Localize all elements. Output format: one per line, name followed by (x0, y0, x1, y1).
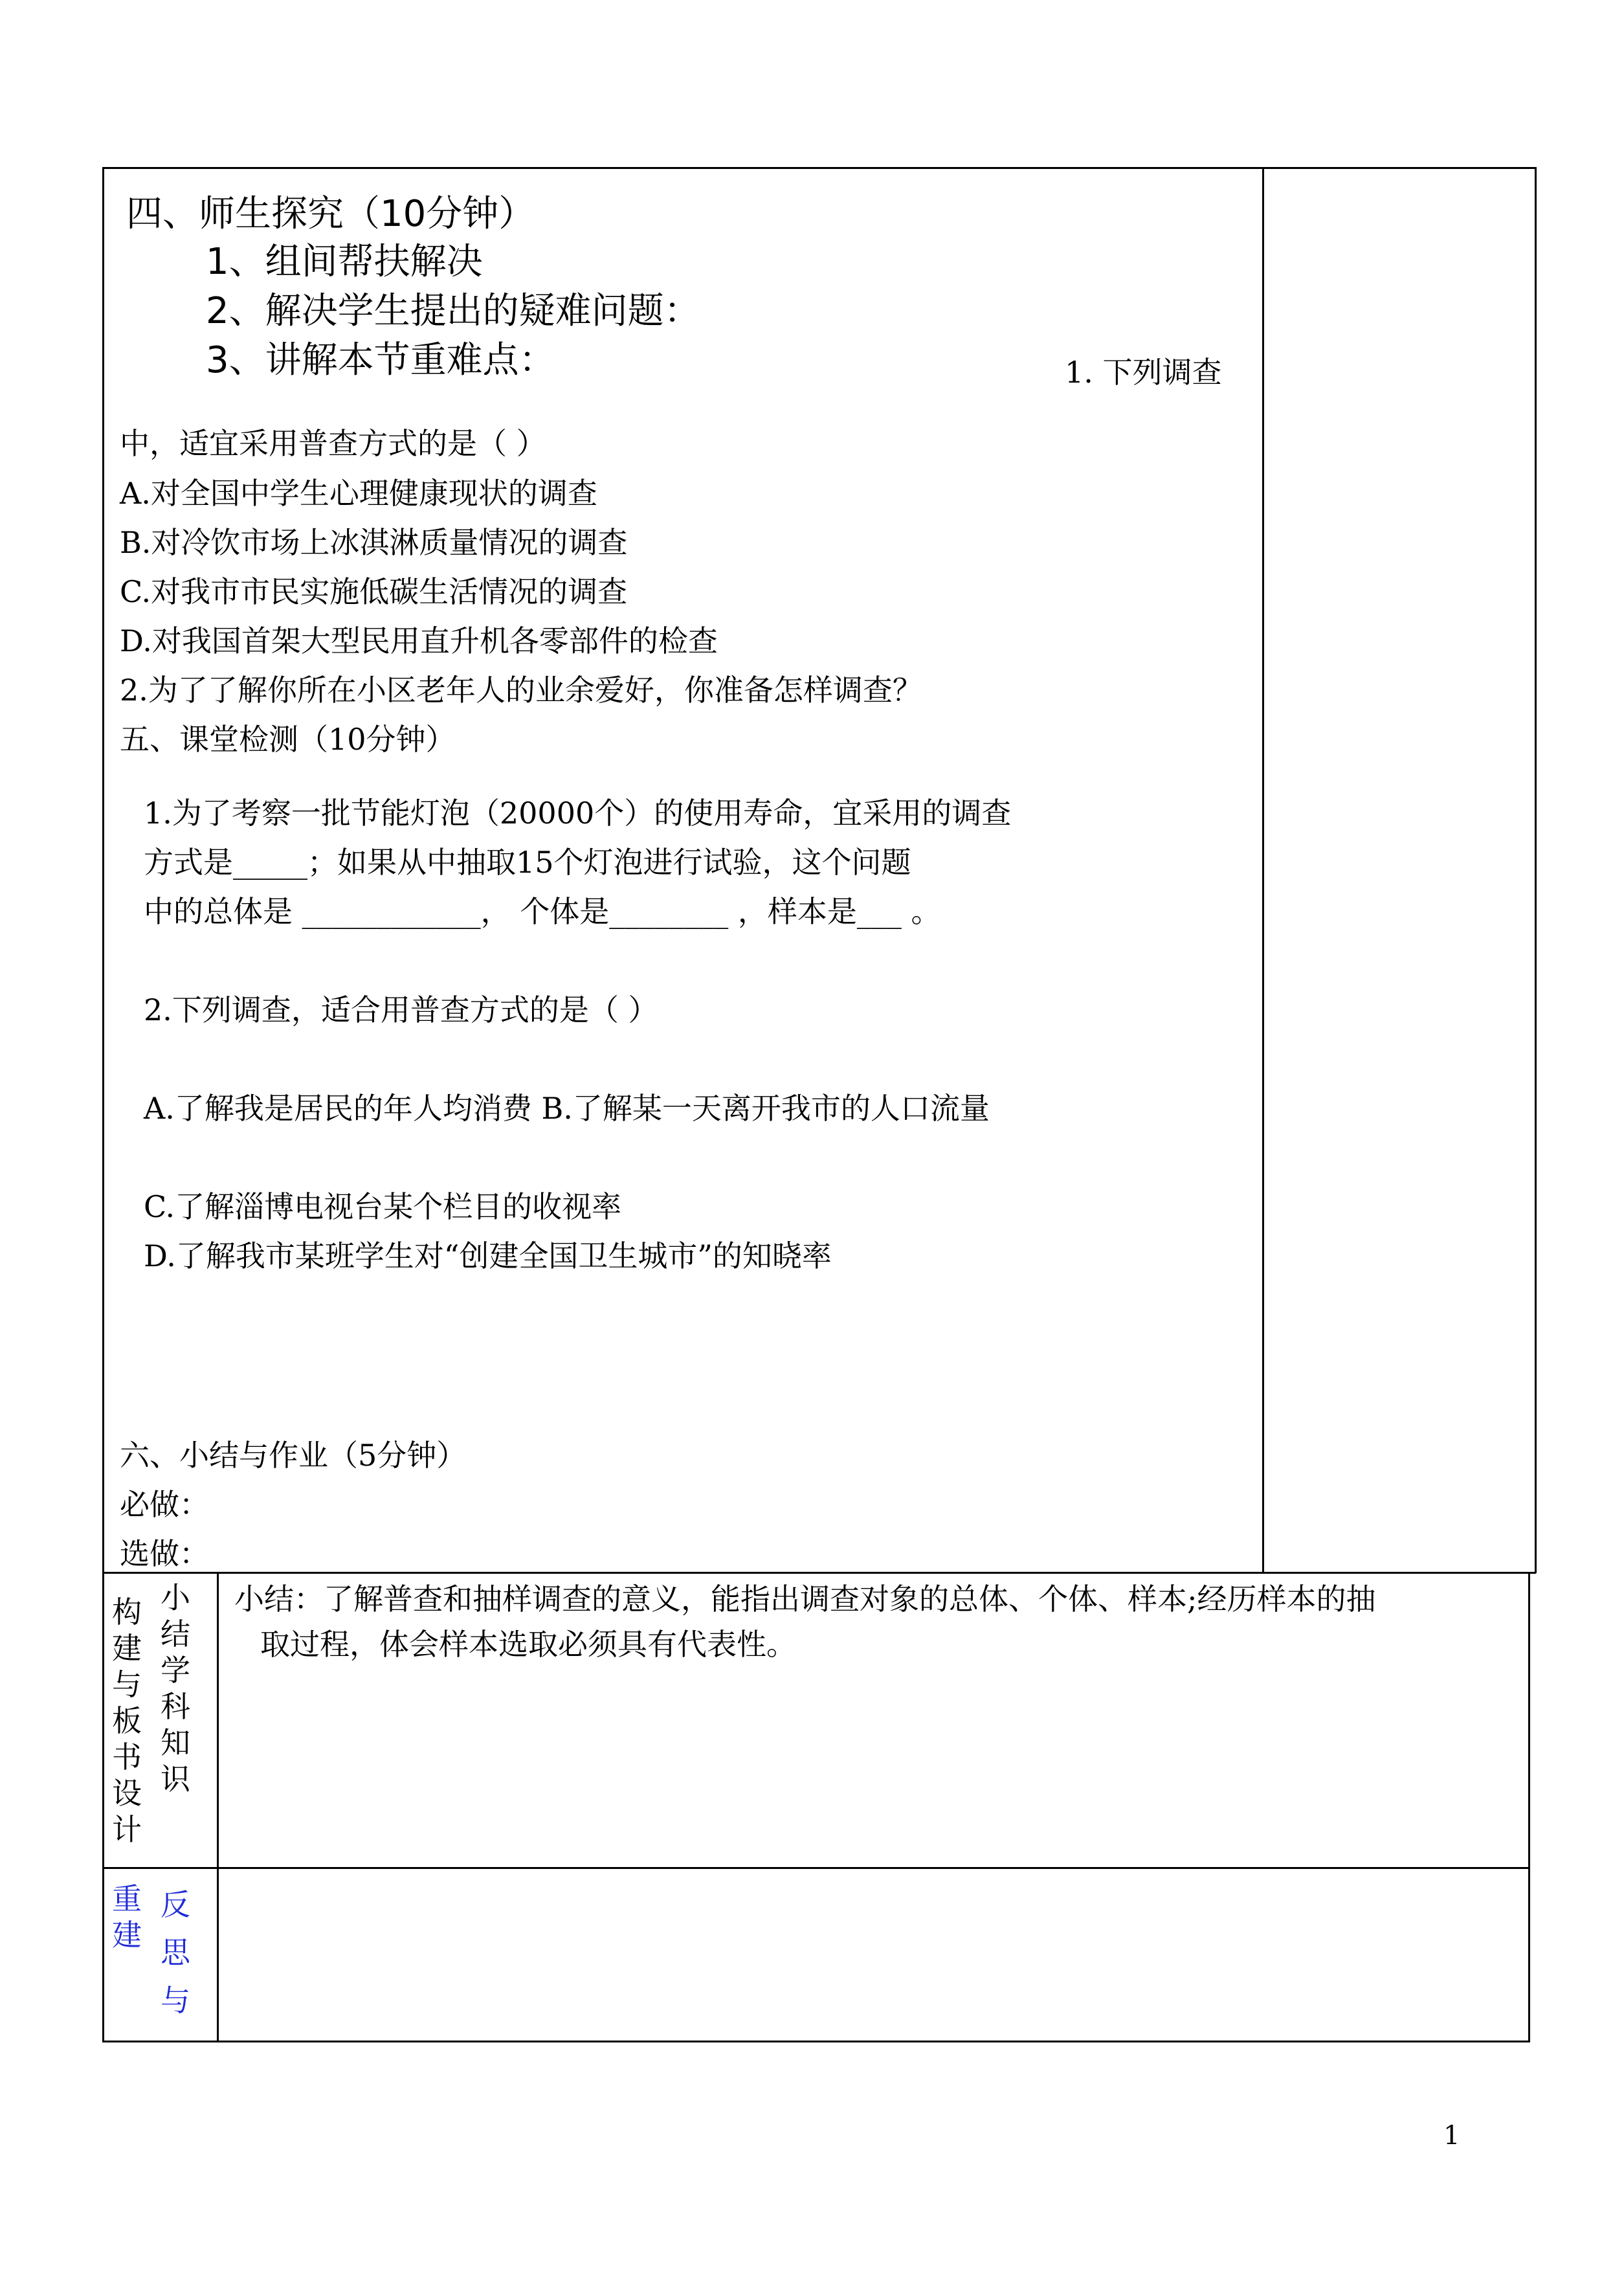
question1-option-b: B.对冷饮市场上冰淇淋质量情况的调查 (120, 525, 628, 560)
section5-q1-line1: 1.为了考察一批节能灯泡（20000个）的使用寿命，宜采用的调查 (144, 796, 1012, 831)
board-label-inner: 小结学科知识 (161, 1580, 190, 1796)
table-border-bottom (102, 2041, 1530, 2042)
section5-q1-line3: 中的总体是 ____________， 个体是________ ，样本是___ 。 (144, 894, 941, 929)
board-content-line1: 小结：了解普查和抽样调查的意义，能指出调查对象的总体、个体、样本;经历样本的抽 (234, 1582, 1376, 1616)
section4-item-3: 3、讲解本节重难点： (206, 339, 555, 381)
section4-item-2: 2、解决学生提出的疑难问题： (206, 290, 700, 332)
row-divider-1 (102, 1572, 1536, 1574)
table-border-left (102, 167, 104, 2042)
lower-right-border (1528, 1572, 1530, 2042)
section5-q2-stem: 2.下列调查，适合用普查方式的是（ ） (144, 992, 658, 1027)
label-column-divider (217, 1572, 219, 2042)
section4-item-1: 1、组间帮扶解决 (206, 241, 483, 283)
board-content-line2: 取过程，体会样本选取必须具有代表性。 (260, 1627, 796, 1662)
question1-option-a: A.对全国中学生心理健康现状的调查 (120, 476, 597, 511)
row-divider-2 (102, 1867, 1530, 1869)
section5-q2-option-c: C.了解淄博电视台某个栏目的收视率 (144, 1189, 622, 1224)
question1-stem: 中，适宜采用普查方式的是（ ） (120, 426, 546, 461)
section5-q1-line2: 方式是_____；如果从中抽取15个灯泡进行试验，这个问题 (144, 845, 911, 880)
section5-heading: 五、课堂检测（10分钟） (120, 722, 456, 757)
board-label-outer: 构建与板书设计 (112, 1594, 142, 1847)
upper-column-divider (1262, 167, 1264, 1573)
section5-q2-option-d: D.了解我市某班学生对“创建全国卫生城市”的知晓率 (144, 1238, 832, 1273)
question1-option-c: C.对我市市民实施低碳生活情况的调查 (120, 574, 628, 609)
table-border-top (102, 167, 1536, 169)
upper-right-border (1535, 167, 1537, 1573)
reflection-label-outer: 重建 (112, 1881, 142, 1952)
section6-required: 必做： (120, 1487, 209, 1522)
section5-q2-option-ab: A.了解我是居民的年人均消费 B.了解某一天离开我市的人口流量 (144, 1091, 990, 1126)
section6-optional: 选做： (120, 1536, 209, 1571)
reflection-label-inner: 反思与 (161, 1887, 190, 2018)
section4-heading: 四、师生探究（10分钟） (126, 193, 535, 235)
question1-prefix: 1. 下列调查 (1065, 355, 1222, 390)
question1-option-d: D.对我国首架大型民用直升机各零部件的检查 (120, 623, 718, 658)
page-number: 1 (1443, 2121, 1460, 2151)
question2: 2.为了了解你所在小区老年人的业余爱好，你准备怎样调查？ (120, 673, 922, 708)
section6-heading: 六、小结与作业（5分钟） (120, 1438, 467, 1473)
